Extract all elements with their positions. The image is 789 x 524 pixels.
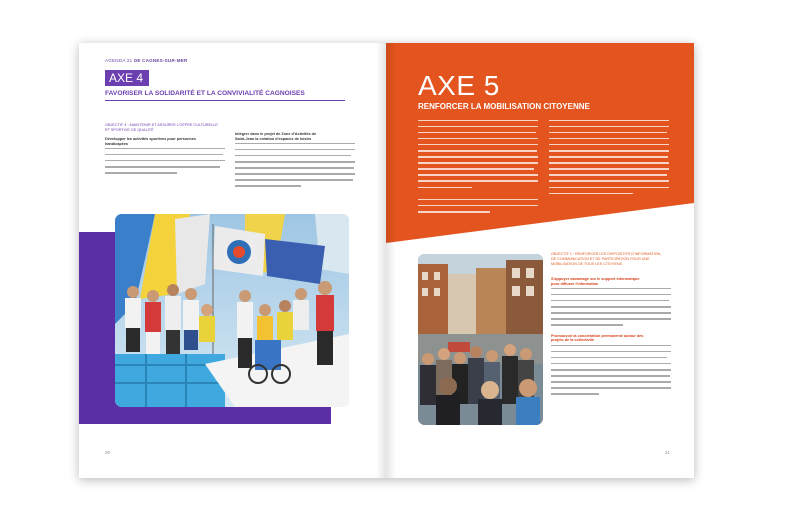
axe4-bullet2-heading-line2: Saint-Jean la création d'espaces de loisirs bbox=[235, 136, 312, 141]
axe5-objective-line2: DE COMMUNICATION ET DE PARTICIPATION POUR UNE bbox=[551, 256, 650, 261]
citizens-meeting-photo bbox=[418, 254, 543, 425]
left-page bbox=[79, 43, 386, 478]
axe4-bullet2-heading-line1: Intégrer dans le projet de Zone d'Activités de bbox=[235, 132, 317, 136]
axe5-intro-column-1 bbox=[418, 118, 538, 216]
axe4-objective bbox=[105, 123, 225, 133]
right-page bbox=[386, 43, 694, 478]
axe5-bullet2-heading-line1: Promouvoir la concertation permanente autour des bbox=[551, 333, 644, 338]
running-head bbox=[105, 58, 188, 63]
running-head-suffix: DE CAGNES-SUR-MER bbox=[133, 58, 188, 63]
axe5-label: AXE 5 bbox=[418, 70, 500, 101]
axe5-body-column bbox=[551, 277, 671, 398]
axe5-title: RENFORCER LA MOBILISATION CITOYENNE bbox=[418, 102, 590, 111]
axe5-objective-line3: MOBILISATION DE TOUS LES CITOYENS bbox=[551, 261, 623, 266]
axe5-intro-column-2 bbox=[549, 118, 669, 197]
axe4-divider bbox=[105, 100, 345, 101]
sailing-group-photo bbox=[115, 214, 349, 407]
page-number-right: 21 bbox=[665, 450, 670, 455]
axe4-bullet2-body bbox=[235, 143, 355, 190]
axe4-right-column bbox=[235, 132, 355, 190]
axe4-objective-line1: OBJECTIF 4 : MAINTENIR ET ASSURER L'OFFRE CULTURELLE bbox=[105, 123, 218, 127]
axe4-bullet1-heading-line1: Développer les activités sportives pour personnes bbox=[105, 137, 196, 141]
axe5-bullet2-heading bbox=[551, 334, 671, 343]
running-head-prefix: AGENDA 21 bbox=[105, 58, 133, 63]
page-number-left: 20 bbox=[105, 450, 110, 455]
axe5-bullet2-body bbox=[551, 345, 671, 398]
citizens-meeting-illustration bbox=[418, 254, 543, 425]
axe5-bullet1-body bbox=[551, 288, 671, 329]
axe4-bullet1-heading-line2: handicapées bbox=[105, 141, 129, 146]
sailing-group-illustration bbox=[115, 214, 349, 407]
axe5-objective-line1: OBJECTIF 1 : RENFORCER LES DISPOSITIFS D'INFORMATION, bbox=[551, 252, 662, 256]
axe5-bullet1-heading-line1: S'appuyer davantage sur le support informatique bbox=[551, 277, 640, 281]
axe5-bullet1-heading bbox=[551, 277, 671, 286]
axe4-left-column bbox=[105, 123, 225, 177]
brochure-spread bbox=[79, 43, 694, 478]
axe4-objective-line2: ET SPORTIVE DE QUALITÉ bbox=[105, 128, 154, 132]
axe4-title: FAVORISER LA SOLIDARITÉ ET LA CONVIVIALITÉ CAGNOISES bbox=[105, 90, 305, 97]
axe5-objective bbox=[551, 252, 671, 266]
axe4-bullet1-body bbox=[105, 148, 225, 177]
axe4-bullet1-heading bbox=[105, 137, 225, 146]
axe4-bullet2-heading bbox=[235, 132, 355, 141]
axe5-bullet1-heading-line2: pour diffuser l'information bbox=[551, 281, 599, 286]
axe4-label: AXE 4 bbox=[105, 70, 149, 86]
axe5-bullet2-heading-line2: projets de la collectivité bbox=[551, 338, 595, 343]
